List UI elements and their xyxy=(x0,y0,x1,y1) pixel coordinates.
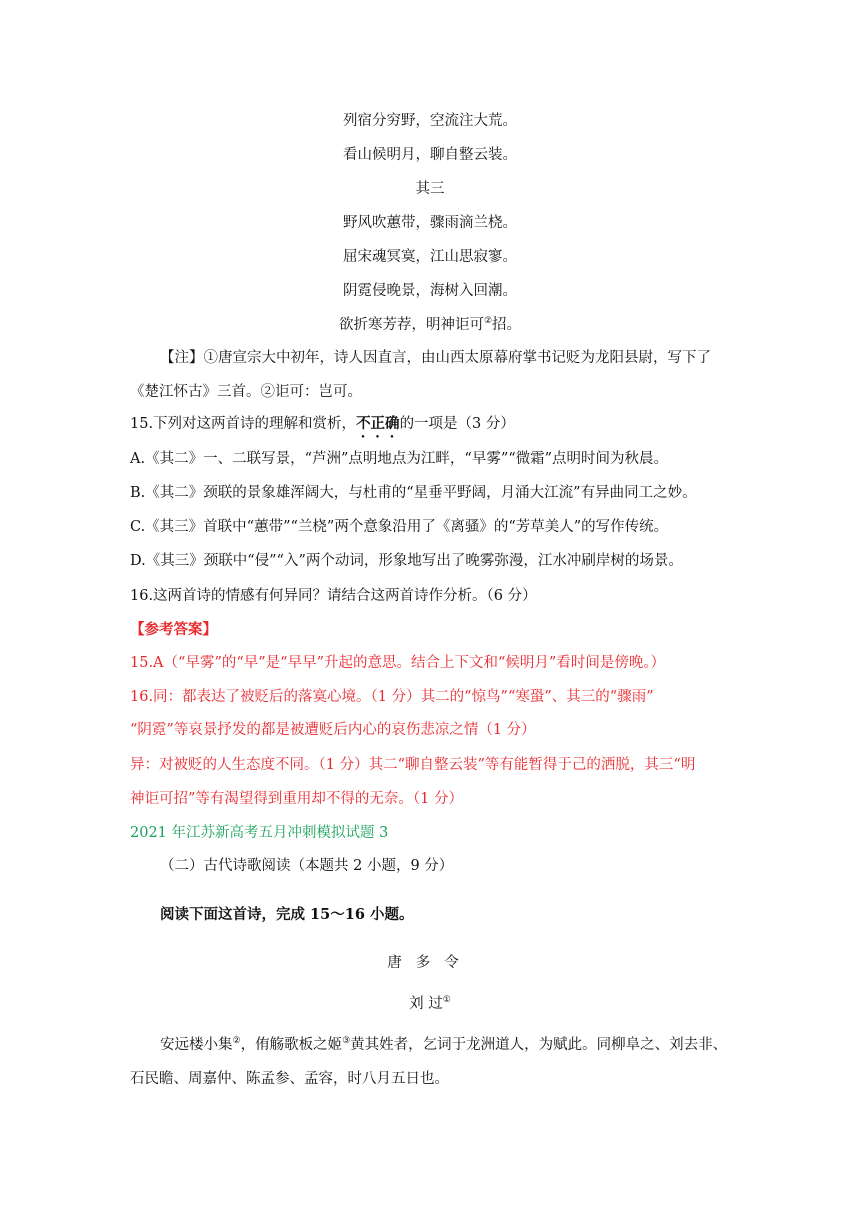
option-b: B.《其二》颈联的景象雄浑阔大，与杜甫的“星垂平野阔，月涌大江流”有异曲同工之妙。 xyxy=(130,485,697,501)
question-15-stem: 15.下列对这两首诗的理解和赏析，不正确的一项是（3 分） xyxy=(130,415,515,432)
footnote-marker: ③ xyxy=(342,1036,351,1047)
poem-line-5: 阴霓侵晚景，海树入回潮。 xyxy=(343,283,517,299)
footnote-marker: ② xyxy=(232,1036,241,1047)
answer-15: 15.A（“早雾”的“早”是“早早”升起的意思。结合上下文和“候明月”看时间是傍晚。） xyxy=(130,655,666,671)
poem-line-3: 野风吹蕙带，骤雨滴兰桡。 xyxy=(343,215,517,231)
source-title: 2021 年江苏新高考五月冲刺模拟试题 3 xyxy=(130,825,389,841)
option-a: A.《其二》一、二联写景，“芦洲”点明地点为江畔，“早雾”“微霜”点明时间为秋晨。 xyxy=(130,451,669,467)
answer-16-line-2: “阴霓”等哀景抒发的都是被遭贬后内心的哀伤悲凉之情（1 分） xyxy=(130,722,536,738)
preface-line-1: 安远楼小集②，侑觞歌板之姬③黄其姓者，乞词于龙洲道人，为赋此。同柳阜之、刘去非、 xyxy=(160,1036,728,1053)
footnote-marker: ② xyxy=(483,316,493,327)
poem-author: 刘 过① xyxy=(409,995,451,1012)
option-d: D.《其三》颈联中“侵”“入”两个动词，形象地写出了晚雾弥漫，江水冲刷岸树的场景。 xyxy=(130,553,683,569)
emphasis-not-correct: 不正确 xyxy=(356,415,400,432)
annotation-line-1: 【注】①唐宣宗大中初年，诗人因直言，由山西太原幕府掌书记贬为龙阳县尉，写下了 xyxy=(160,350,711,366)
question-16: 16.这两首诗的情感有何异同？请结合这两首诗作分析。（6 分） xyxy=(130,588,537,604)
poem-line-1: 列宿分穷野，空流注大荒。 xyxy=(343,113,517,129)
preface-line-2: 石民瞻、周嘉仲、陈孟参、孟容，时八月五日也。 xyxy=(130,1071,449,1087)
answer-16-line-1: 16.同：都表达了被贬后的落寞心境。（1 分）其二的“惊鸟”“寒蛩”、其三的“骤雨” xyxy=(130,689,654,705)
answer-heading: 【参考答案】 xyxy=(130,621,217,638)
poem-section-title: 其三 xyxy=(415,181,445,197)
option-c: C.《其三》首联中“蕙带”“兰桡”两个意象沿用了《离骚》的“芳草美人”的写作传统。 xyxy=(130,519,669,535)
section-heading: （二）古代诗歌阅读（本题共 2 小题，9 分） xyxy=(160,858,454,874)
instruction: 阅读下面这首诗，完成 15～16 小题。 xyxy=(160,906,414,923)
answer-16-line-4: 神讵可招”等有渴望得到重用却不得的无奈。（1 分） xyxy=(130,791,463,807)
poem-title: 唐多令 xyxy=(387,955,473,971)
poem-line-2: 看山候明月，聊自整云装。 xyxy=(343,147,517,163)
poem-line-6: 欲折寒芳荐，明神讵可②招。 xyxy=(338,316,522,333)
footnote-marker: ① xyxy=(442,995,451,1006)
answer-16-line-3: 异：对被贬的人生态度不同。（1 分）其二“聊自整云装”等有能暂得于己的洒脱，其三“明 xyxy=(130,757,696,773)
annotation-line-2: 《楚江怀古》三首。②讵可：岂可。 xyxy=(130,384,362,400)
poem-line-4: 屈宋魂冥寞，江山思寂寥。 xyxy=(343,249,517,265)
